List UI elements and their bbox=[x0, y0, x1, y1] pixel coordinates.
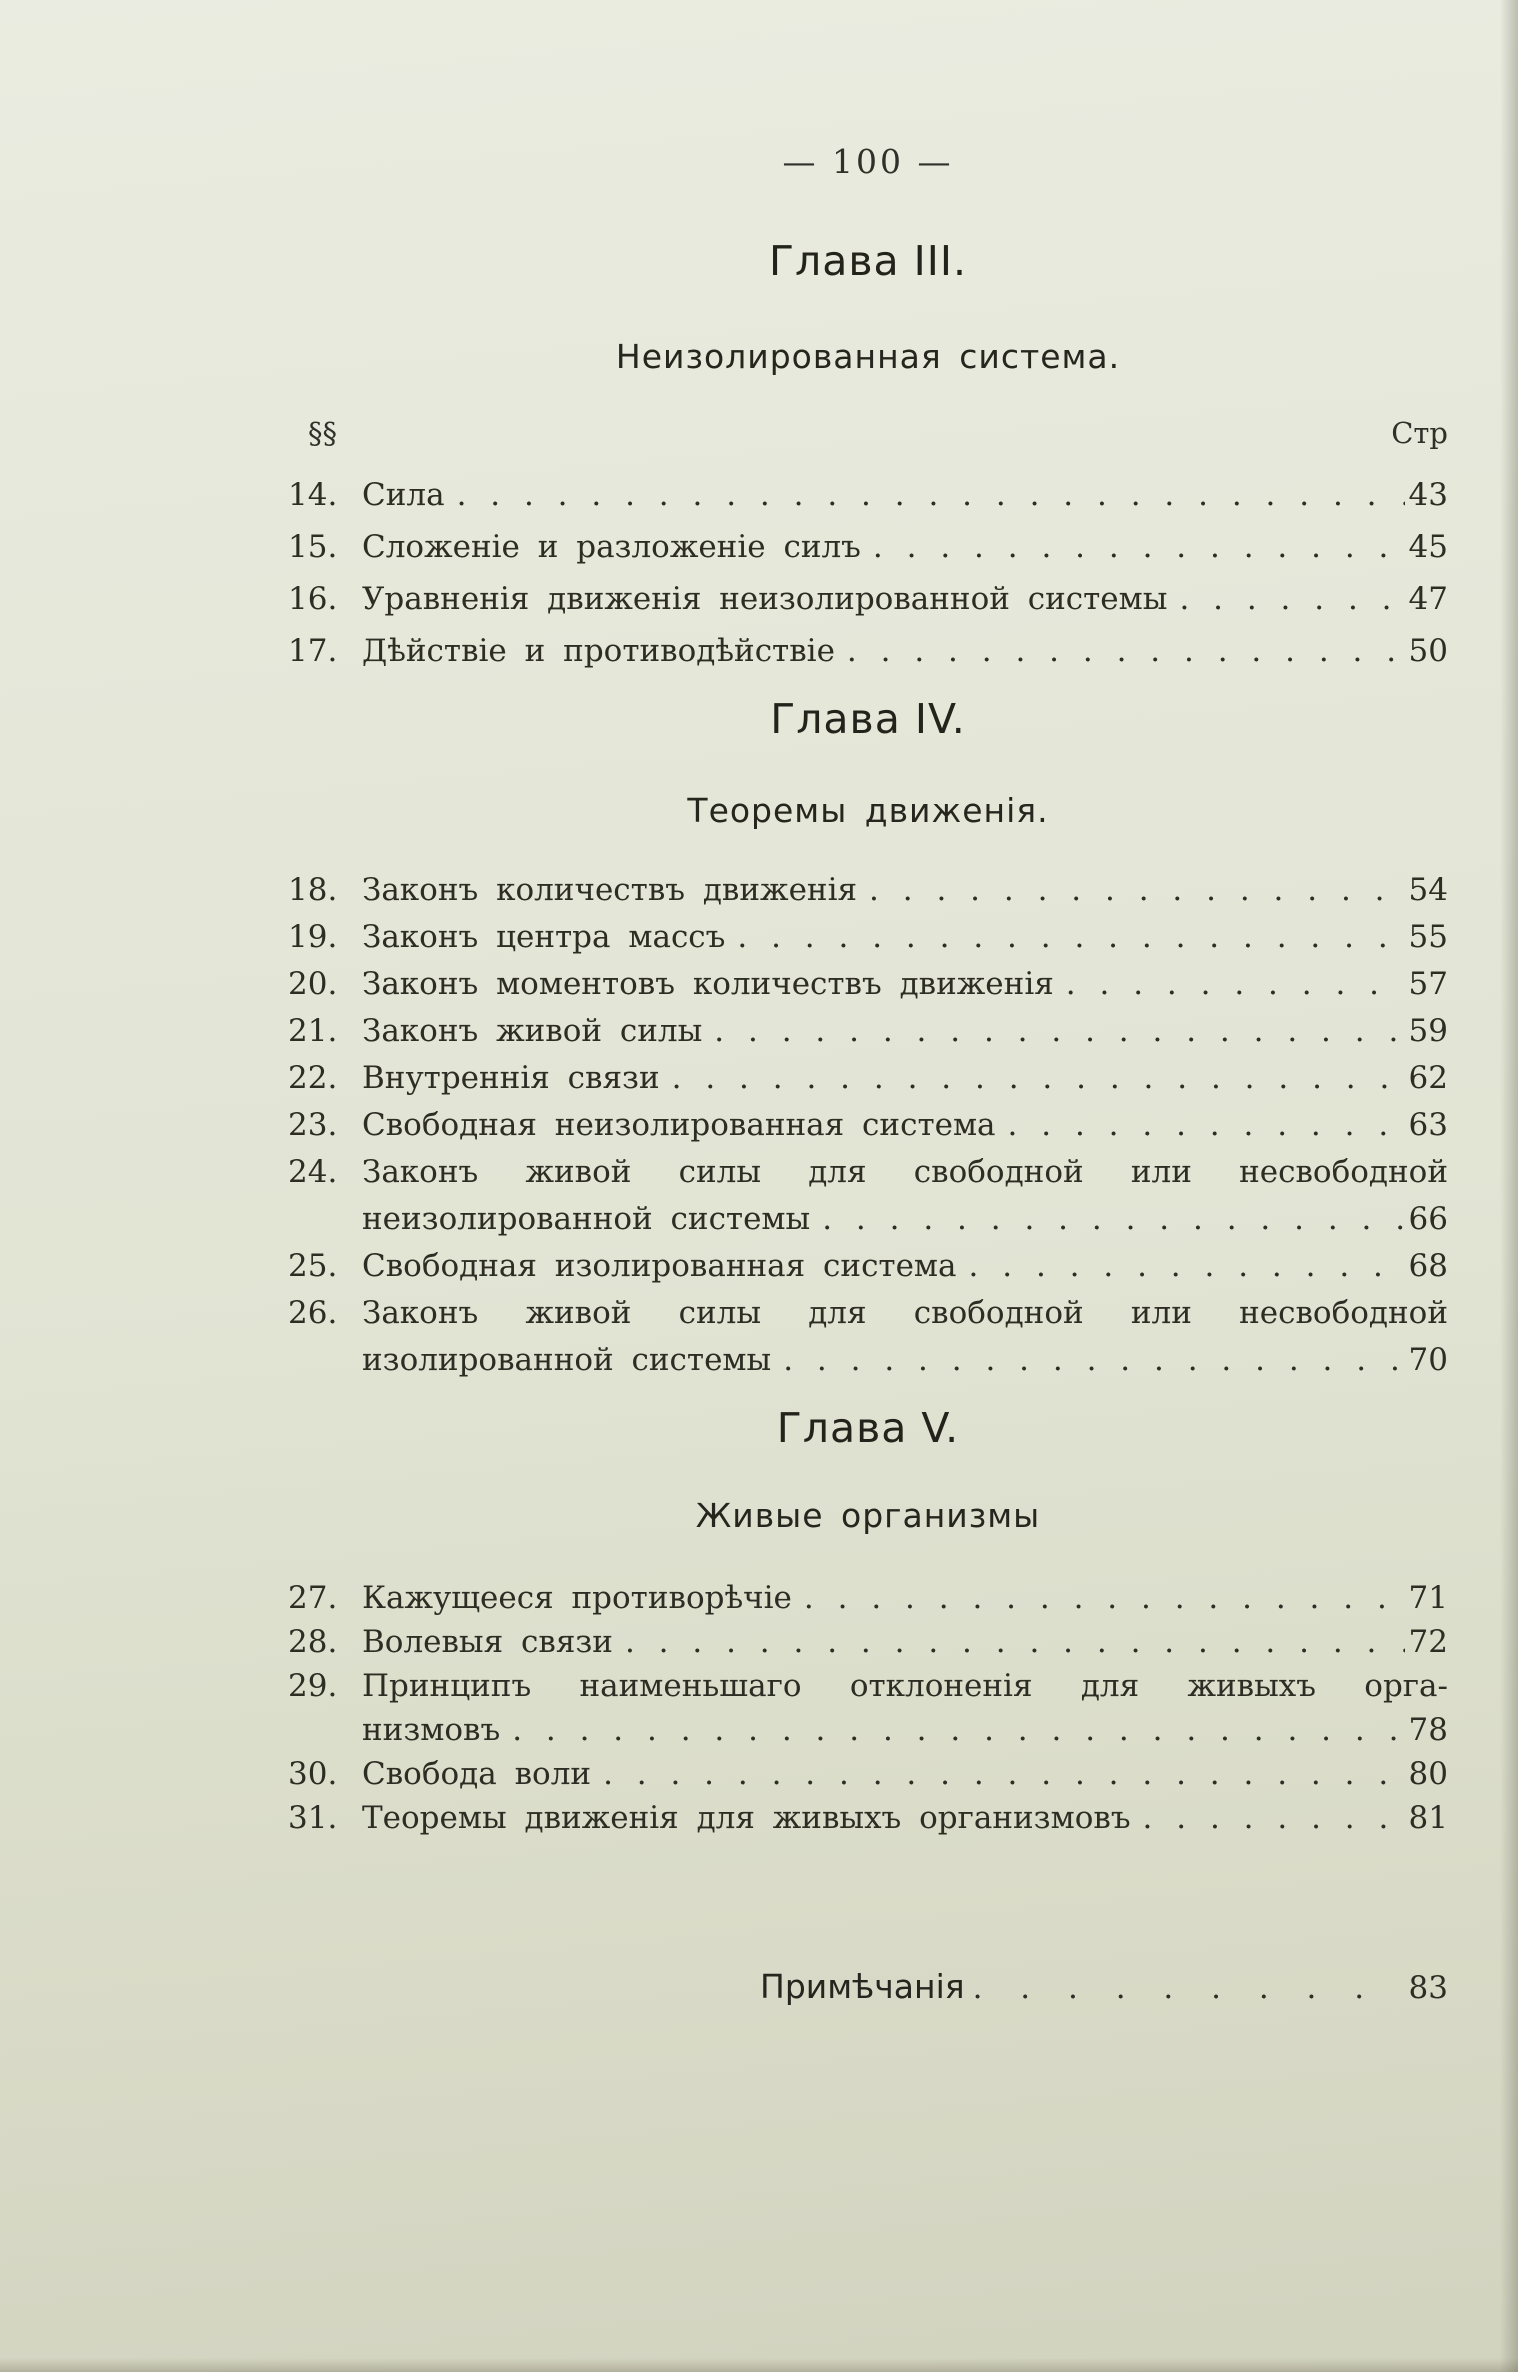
toc-row bbox=[288, 1243, 1448, 1290]
dot-leader bbox=[672, 1055, 1405, 1102]
chapter-heading-5: Глава V. bbox=[776, 1404, 960, 1452]
row-page: 80 bbox=[1408, 1756, 1448, 1792]
toc-row-line-1: 26. Законъ живой силы для свободной или несвободной bbox=[288, 1290, 1448, 1337]
row-title: Законъ живой силы bbox=[362, 1013, 703, 1049]
col-header-paragraphs: §§ bbox=[308, 416, 337, 450]
toc-row bbox=[288, 625, 1448, 677]
toc-row-line-1: 29. Принципъ наименьшаго отклоненія для живыхъ орга- bbox=[288, 1664, 1448, 1708]
row-title: Свободная неизолированная система bbox=[362, 1107, 996, 1143]
chapter-heading-3: Глава III. bbox=[769, 237, 967, 285]
dot-leader bbox=[969, 1243, 1405, 1290]
chapter-subtitle-4: Теоремы движенія. bbox=[687, 791, 1049, 830]
toc-row bbox=[288, 521, 1448, 573]
toc-row-line-2 bbox=[288, 1708, 1448, 1752]
row-page: 78 bbox=[1408, 1712, 1448, 1748]
dot-leader bbox=[1143, 1796, 1405, 1840]
row-page: 57 bbox=[1408, 966, 1448, 1002]
row-number: 27. bbox=[288, 1580, 338, 1616]
dot-leader bbox=[847, 625, 1405, 677]
row-title: Теоремы движенія для живыхъ организмовъ bbox=[362, 1800, 1131, 1836]
row-title: Кажущееся противорѣчіе bbox=[362, 1580, 792, 1616]
toc-row bbox=[288, 1576, 1448, 1620]
row-page: 71 bbox=[1408, 1580, 1448, 1616]
dot-leader bbox=[714, 1008, 1404, 1055]
toc-row-line bbox=[288, 1796, 1448, 1840]
row-number: 24. bbox=[288, 1154, 338, 1190]
toc-row bbox=[288, 1149, 1448, 1243]
row-number: 20. bbox=[288, 966, 338, 1002]
col-header-pages: Стр bbox=[1391, 416, 1448, 450]
toc-row bbox=[288, 867, 1448, 914]
row-number: 21. bbox=[288, 1013, 338, 1049]
dot-leader bbox=[737, 914, 1404, 961]
toc-row-line-1: 24. Законъ живой силы для свободной или несвободной bbox=[288, 1149, 1448, 1196]
row-number: 18. bbox=[288, 872, 338, 908]
row-number: 22. bbox=[288, 1060, 338, 1096]
row-number: 23. bbox=[288, 1107, 338, 1143]
row-title: Волевыя связи bbox=[362, 1624, 613, 1660]
chapter-heading-4: Глава IV. bbox=[770, 695, 966, 743]
row-number: 25. bbox=[288, 1248, 338, 1284]
toc-row bbox=[288, 914, 1448, 961]
row-page: 54 bbox=[1408, 872, 1448, 908]
toc-row-line bbox=[288, 521, 1448, 573]
row-title: Дѣйствіе и противодѣйствіе bbox=[362, 633, 835, 669]
toc-row bbox=[288, 1008, 1448, 1055]
toc-row bbox=[288, 1664, 1448, 1752]
toc-row-line bbox=[288, 573, 1448, 625]
toc-row-line bbox=[288, 1055, 1448, 1102]
row-page: 43 bbox=[1408, 477, 1448, 513]
row-number: 29. bbox=[288, 1668, 338, 1704]
row-number: 16. bbox=[288, 581, 338, 617]
row-title: Законъ количествъ движенія bbox=[362, 872, 858, 908]
row-page: 68 bbox=[1408, 1248, 1448, 1284]
row-title: Законъ моментовъ количествъ движенія bbox=[362, 966, 1054, 1002]
row-page: 55 bbox=[1408, 919, 1448, 955]
page-folio: — 100 — bbox=[782, 142, 954, 181]
row-number: 15. bbox=[288, 529, 338, 565]
toc-row-line bbox=[288, 1620, 1448, 1664]
toc-row-line bbox=[288, 625, 1448, 677]
row-page: 50 bbox=[1408, 633, 1448, 669]
chapter-subtitle-3: Неизолированная система. bbox=[615, 337, 1121, 376]
row-page: 63 bbox=[1408, 1107, 1448, 1143]
row-title: Внутреннія связи bbox=[362, 1060, 660, 1096]
row-number: 28. bbox=[288, 1624, 338, 1660]
row-title: Сила bbox=[362, 477, 445, 513]
row-number: 30. bbox=[288, 1756, 338, 1792]
dot-leader bbox=[973, 1966, 1405, 2010]
toc-row-line bbox=[288, 1576, 1448, 1620]
toc-row-line-2 bbox=[288, 1196, 1448, 1243]
toc-list-chapter-3 bbox=[288, 469, 1448, 677]
toc-row bbox=[288, 573, 1448, 625]
dot-leader bbox=[512, 1708, 1404, 1752]
dot-leader bbox=[1179, 573, 1404, 625]
notes-label: Примѣчанія bbox=[760, 1967, 965, 2006]
row-number: 31. bbox=[288, 1800, 338, 1836]
row-title-continuation: низмовъ bbox=[362, 1712, 501, 1748]
notes-row bbox=[760, 1965, 1448, 2009]
toc-row bbox=[288, 1102, 1448, 1149]
dot-leader bbox=[457, 469, 1405, 521]
column-headers bbox=[288, 415, 1448, 451]
toc-row-line bbox=[288, 1752, 1448, 1796]
dot-leader bbox=[783, 1337, 1404, 1384]
row-page: 47 bbox=[1408, 581, 1448, 617]
dot-leader bbox=[869, 867, 1405, 914]
dot-leader bbox=[804, 1576, 1405, 1620]
row-title-continuation: изолированной системы bbox=[362, 1342, 772, 1378]
dot-leader bbox=[1008, 1102, 1405, 1149]
toc-row bbox=[288, 1752, 1448, 1796]
toc-row bbox=[288, 1620, 1448, 1664]
notes-page: 83 bbox=[1408, 1970, 1448, 2006]
dot-leader bbox=[603, 1752, 1404, 1796]
toc-row-line bbox=[288, 961, 1448, 1008]
dot-leader bbox=[873, 521, 1405, 573]
toc-list-chapter-5 bbox=[288, 1576, 1448, 1840]
dot-leader bbox=[625, 1620, 1405, 1664]
row-page: 66 bbox=[1408, 1201, 1448, 1237]
toc-row-line bbox=[288, 1102, 1448, 1149]
row-page: 70 bbox=[1408, 1342, 1448, 1378]
chapter-subtitle-5: Живые организмы bbox=[695, 1496, 1041, 1535]
toc-row-line-2 bbox=[288, 1337, 1448, 1384]
row-title: Сложеніе и разложеніе силъ bbox=[362, 529, 861, 565]
row-number: 14. bbox=[288, 477, 338, 513]
toc-row bbox=[288, 1055, 1448, 1102]
dot-leader bbox=[1066, 961, 1405, 1008]
toc-row bbox=[288, 961, 1448, 1008]
row-page: 45 bbox=[1408, 529, 1448, 565]
toc-content bbox=[288, 0, 1448, 2009]
row-title: Свобода воли bbox=[362, 1756, 592, 1792]
scan-edge-bottom bbox=[0, 2358, 1518, 2372]
toc-row-line bbox=[288, 1008, 1448, 1055]
toc-row bbox=[288, 1796, 1448, 1840]
row-title: Свободная изолированная система bbox=[362, 1248, 957, 1284]
row-number: 19. bbox=[288, 919, 338, 955]
toc-row-line bbox=[288, 867, 1448, 914]
row-number: 17. bbox=[288, 633, 338, 669]
row-title-continuation: неизолированной системы bbox=[362, 1201, 811, 1237]
row-title: Законъ центра массъ bbox=[362, 919, 726, 955]
toc-row-line bbox=[288, 914, 1448, 961]
toc-row-line bbox=[288, 469, 1448, 521]
toc-row bbox=[288, 1290, 1448, 1384]
dot-leader bbox=[822, 1196, 1404, 1243]
toc-row bbox=[288, 469, 1448, 521]
row-number: 26. bbox=[288, 1295, 338, 1331]
row-page: 59 bbox=[1408, 1013, 1448, 1049]
row-page: 72 bbox=[1408, 1624, 1448, 1660]
row-page: 81 bbox=[1408, 1800, 1448, 1836]
scan-edge-right bbox=[1500, 0, 1518, 2372]
row-page: 62 bbox=[1408, 1060, 1448, 1096]
toc-row-line bbox=[288, 1243, 1448, 1290]
row-title: Уравненія движенія неизолированной системы bbox=[362, 581, 1168, 617]
toc-list-chapter-4 bbox=[288, 867, 1448, 1384]
